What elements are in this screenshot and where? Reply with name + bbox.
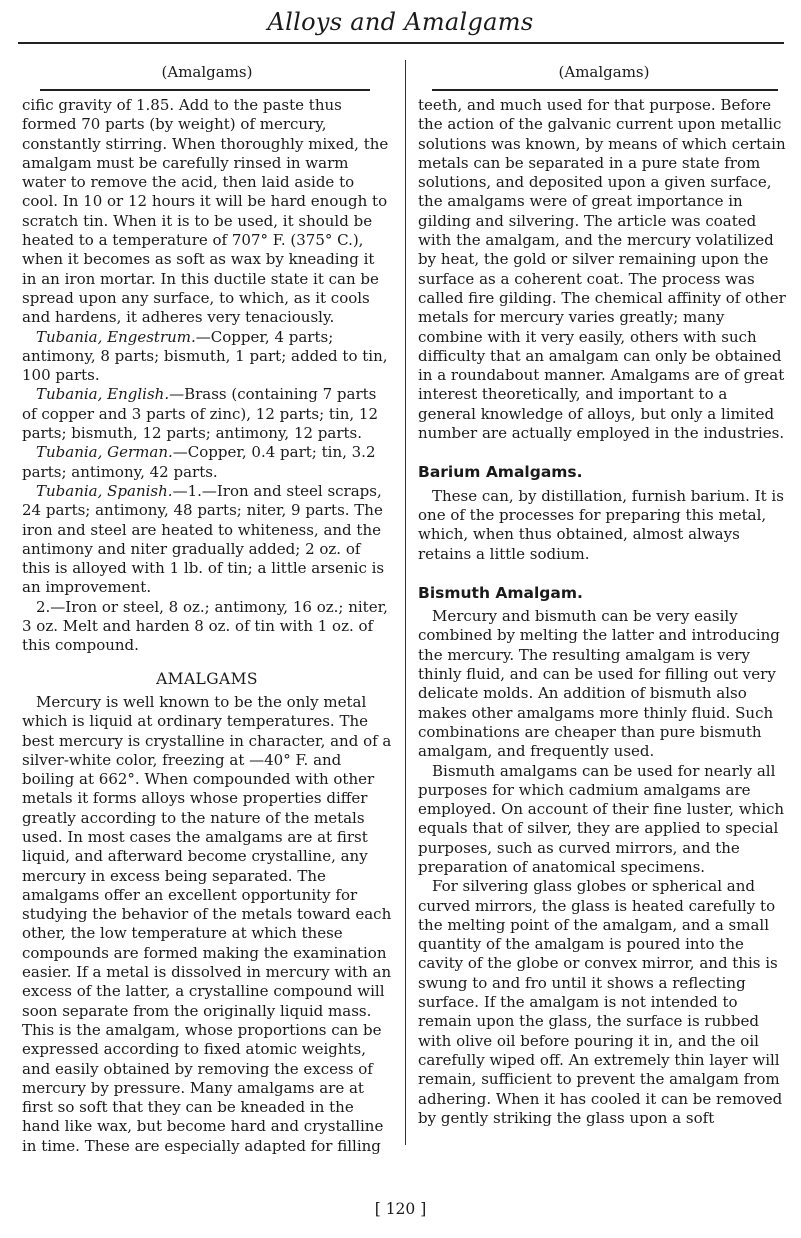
paragraph: These can, by distillation, furnish barium. It is one of the processes for preparing this metal, which, when thus obtained, almost always retains a little sodium.: [418, 486, 784, 563]
paragraph: [22, 443, 392, 482]
column-head-rule-right: [432, 89, 778, 91]
paragraph: Bismuth amalgams can be used for nearly all purposes for which cadmium amalgams are employed. On account of their fine luster, which equals that of silver, they are applied to special purposes, such as curved mirrors, and the preparation of anatomical specimens.: [418, 761, 785, 876]
recipe-label: Tubania, English.: [36, 385, 170, 404]
recipe-text: —Copper, 4 parts; antimony, 8 parts; bismuth, 1 part; added to tin, 100 parts.: [22, 327, 388, 385]
recipe-label: Tubania, Engestrum.: [36, 327, 196, 346]
paragraph: [22, 328, 392, 386]
recipe-label: Tubania, Spanish.: [36, 481, 173, 500]
column-head-rule-left: [40, 89, 370, 91]
page-number: [ 120 ]: [374, 1200, 427, 1218]
paragraph: [22, 482, 392, 598]
paragraph: For silvering glass globes or spherical and curved mirrors, the glass is heated carefully to the melting point of the amalgam, and a small quantity of the amalgam is poured into the cavity of the globe or convex mirror, and this is swung to and fro until it shows a reflecting surface. If the amalgam is not intended to remain upon the glass, the surface is rubbed with olive oil before pouring it in, and the oil carefully wiped off. An extremely thin layer will remain, sufficient to prevent the amalgam from adhering. When it has cooled it can be removed by gently striking the glass upon a soft: [418, 877, 783, 1127]
right-column: [418, 96, 790, 1128]
running-head: Alloys and Amalgams: [267, 8, 534, 36]
paragraph: Mercury and bismuth can be very easily combined by melting the latter and introducing the mercury. The resulting amalgam is very thinly fluid, and can be used for filling out very delicate molds. An addition of bismuth also makes other amalgams more thinly fluid. Such combinations are cheaper than pure bismuth amalgam, and frequently used.: [418, 607, 780, 761]
column-divider: [405, 60, 406, 1145]
section-title: AMALGAMS: [156, 669, 258, 688]
recipe-text: —1.—Iron and steel scraps, 24 parts; antimony, 48 parts; niter, 9 parts. The iron and steel are heated to whiteness, and the antimony and niter gradually added; 2 oz. of this is alloyed with 1 lb. of tin; a little arsenic is an improvement.: [22, 481, 385, 597]
paragraph: teeth, and much used for that purpose. Before the action of the galvanic current upon metallic solutions was known, by means of which certain metals can be separated in a pure state from solutions, and deposited upon a given surface, the amalgams were of great importance in gilding and silvering. The article was coated with the amalgam, and the mercury volatilized by heat, the gold or silver remaining upon the surface as a coherent coat. The process was called fire gilding. The chemical affinity of other metals for mercury varies greatly; many combine with it very easily, others with such difficulty that an amalgam can only be obtained in a roundabout manner. Amalgams are of great interest theoretically, and important to a general knowledge of alloys, but only a limited number are actually employed in the industries.: [418, 96, 786, 443]
paragraph: Mercury is well known to be the only metal which is liquid at ordinary temperatures. The best mercury is crystalline in character, and of a silver-white color, freezing at —40° F. and boiling at 662°. When compounded with other metals it forms alloys whose properties differ greatly according to the nature of the metals used. In most cases the amalgams are at first liquid, and afterward become crystalline, any mercury in excess being separated. The amalgams offer an excellent opportunity for studying the behavior of the metals toward each other, the low temperature at which these compounds are formed making the examination easier. If a metal is dissolved in mercury with an excess of the latter, a crystalline compound will soon separate from the originally liquid mass. This is the amalgam, whose proportions can be expressed according to fixed atomic weights, and easily obtained by removing the excess of mercury by pressure. Many amalgams are at first so soft that they can be kneaded in the hand like wax, but become hard and crystalline in time. These are especially adapted for filling: [22, 692, 392, 1155]
recipe-label: Tubania, German.: [36, 443, 173, 462]
paragraph: [22, 385, 392, 443]
section-heading: Barium Amalgams.: [418, 463, 583, 482]
top-rule: [18, 42, 784, 44]
section-heading: Bismuth Amalgam.: [418, 583, 583, 602]
recipe-text: —Copper, 0.4 part; tin, 3.2 parts; antimony, 42 parts.: [22, 443, 376, 481]
paragraph: cific gravity of 1.85. Add to the paste thus formed 70 parts (by weight) of mercury, constantly stirring. When thoroughly mixed, the amalgam must be carefully rinsed in warm water to remove the acid, then laid aside to cool. In 10 or 12 hours it will be hard enough to scratch tin. When it is to be used, it should be heated to a temperature of 707° F. (375° C.), when it becomes as soft as wax by kneading it in an iron mortar. In this ductile state it can be spread upon any surface, to which, as it cools and hardens, it adheres very tenaciously.: [22, 96, 389, 327]
column-head-right: (Amalgams): [558, 63, 650, 81]
recipe-text: —Brass (containing 7 parts of copper and 3 parts of zinc), 12 parts; tin, 12 parts; bismuth, 12 parts; antimony, 12 parts.: [22, 385, 379, 443]
column-head-left: (Amalgams): [161, 63, 253, 81]
paragraph: 2.—Iron or steel, 8 oz.; antimony, 16 oz.; niter, 3 oz. Melt and harden 8 oz. of tin with 1 oz. of this compound.: [22, 597, 388, 655]
left-column: [22, 96, 392, 1156]
